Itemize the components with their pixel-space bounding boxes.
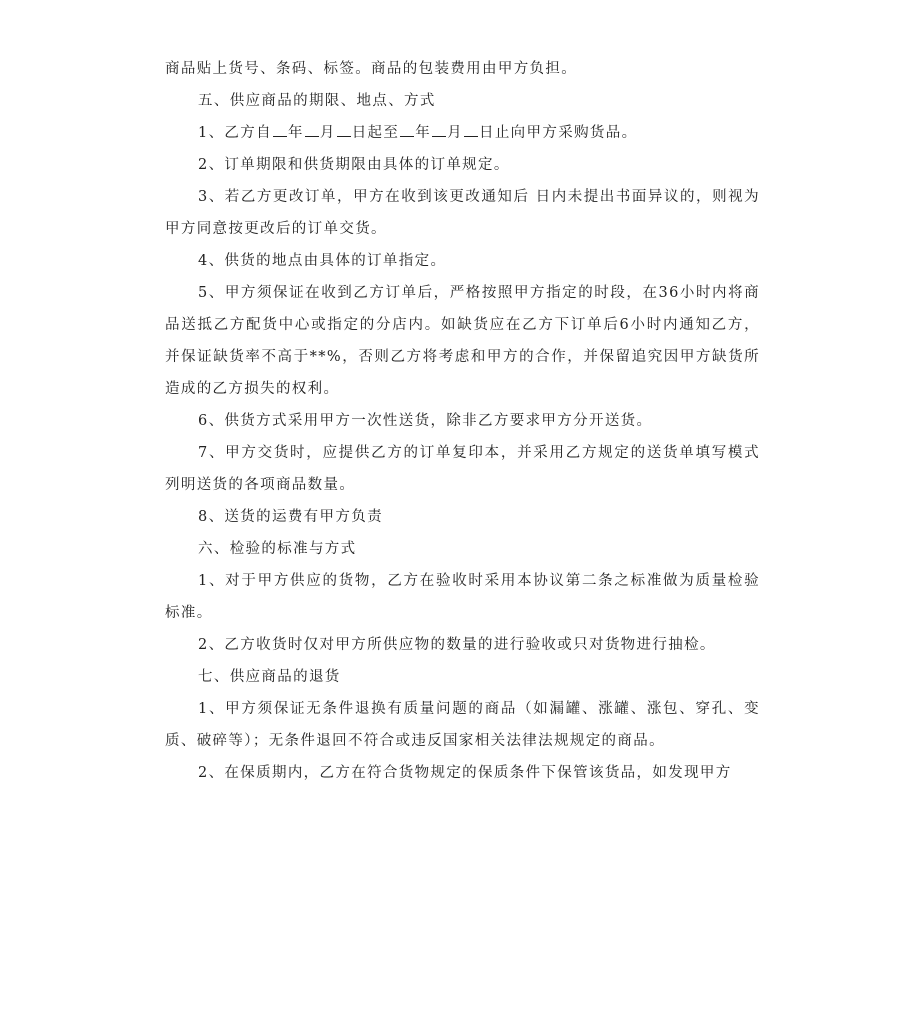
paragraph: 商品贴上货号、条码、标签。商品的包装费用由甲方负担。 bbox=[165, 61, 578, 77]
paragraph: 3、若乙方更改订单，甲方在收到该更改通知后 日内未提出书面异议的，则视为甲方同意按更改后的订单交货。 bbox=[165, 189, 760, 237]
paragraph: 2、在保质期内，乙方在符合货物规定的保质条件下保管该货品，如发现甲方 bbox=[198, 765, 732, 781]
section-heading: 七、供应商品的退货 bbox=[198, 669, 341, 685]
paragraph: 1、甲方须保证无条件退换有质量问题的商品（如漏罐、涨罐、涨包、穿孔、变质、破碎等）；无条件退回不符合或违反国家相关法律法规规定的商品。 bbox=[165, 701, 760, 749]
blank-line bbox=[400, 124, 414, 137]
date-clause-unit: 年 bbox=[287, 125, 304, 141]
paragraph: 7、甲方交货时，应提供乙方的订单复印本，并采用乙方规定的送货单填写模式列明送货的各项商品数量。 bbox=[165, 445, 760, 493]
date-clause-unit: 月 bbox=[447, 125, 463, 141]
blank-line bbox=[464, 124, 478, 137]
blank-line bbox=[337, 124, 351, 137]
date-clause-unit: 日起至 bbox=[351, 125, 400, 141]
blank-line bbox=[432, 124, 446, 137]
document-body bbox=[165, 53, 760, 789]
paragraph: 1、对于甲方供应的货物，乙方在验收时采用本协议第二条之标准做为质量检验标准。 bbox=[165, 573, 760, 621]
blank-line bbox=[273, 124, 287, 137]
paragraph: 4、供货的地点由具体的订单指定。 bbox=[198, 253, 447, 269]
date-clause-unit: 月 bbox=[319, 125, 336, 141]
paragraph: 8、送货的运费有甲方负责 bbox=[198, 509, 383, 525]
date-clause-prefix: 1、乙方自 bbox=[198, 125, 272, 141]
date-clause-paragraph bbox=[165, 117, 760, 149]
section-heading: 五、供应商品的期限、地点、方式 bbox=[198, 93, 436, 109]
section-heading: 六、检验的标准与方式 bbox=[198, 541, 357, 557]
paragraph: 2、订单期限和供货期限由具体的订单规定。 bbox=[198, 157, 510, 173]
paragraph: 5、甲方须保证在收到乙方订单后，严格按照甲方指定的时段，在36小时内将商品送抵乙方配货中心或指定的分店内。如缺货应在乙方下订单后6小时内通知乙方，并保证缺货率不高于**%，否则乙方将考虑和甲方的合作，并保留追究因甲方缺货所造成的乙方损失的权利。 bbox=[165, 285, 760, 397]
date-clause-unit: 年 bbox=[415, 125, 432, 141]
blank-line bbox=[305, 124, 319, 137]
date-clause-unit: 日止向甲方采购货品。 bbox=[478, 125, 638, 141]
paragraph: 2、乙方收货时仅对甲方所供应物的数量的进行验收或只对货物进行抽检。 bbox=[198, 637, 716, 653]
paragraph: 6、供货方式采用甲方一次性送货，除非乙方要求甲方分开送货。 bbox=[198, 413, 653, 429]
